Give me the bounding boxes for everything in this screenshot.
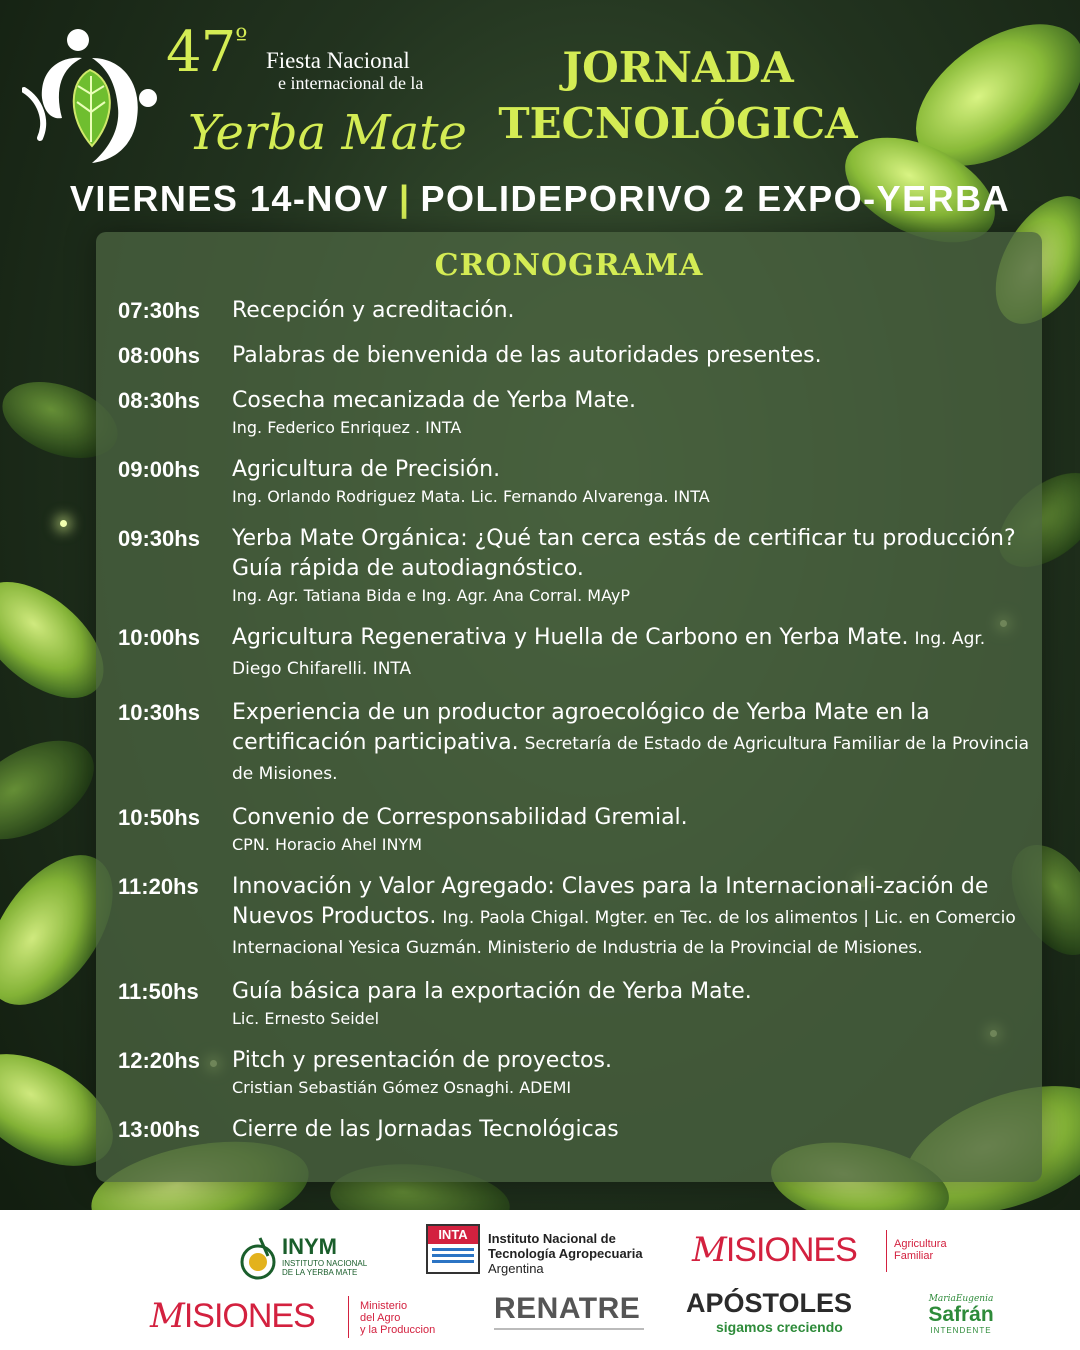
misiones-wordmark: MISIONES [150, 1296, 315, 1336]
schedule-item [118, 1046, 1038, 1100]
session-title-block [232, 698, 1038, 788]
session-title: Agricultura Regenerativa y Huella de Carbono en Yerba Mate. [232, 625, 909, 650]
schedule-time: 07:30hs [118, 298, 200, 323]
safran-role: INTENDENTE [930, 1326, 992, 1335]
schedule-panel [96, 232, 1042, 1182]
sponsors-footer [0, 1210, 1080, 1350]
fiesta-line-1: Fiesta Nacional [266, 48, 410, 73]
session-title-block [232, 977, 1038, 1007]
inym-name: INYM [282, 1234, 337, 1259]
inta-line-1: Instituto Nacional de [488, 1231, 616, 1246]
schedule-body [232, 455, 1038, 509]
schedule-body [232, 1115, 1038, 1145]
mate-cup-icon [238, 1236, 278, 1280]
session-title: Convenio de Corresponsabilidad Gremial. [232, 805, 688, 830]
session-title-block [232, 872, 1038, 962]
misiones-map-sub-3: y la Produccion [360, 1324, 436, 1336]
schedule-item [118, 455, 1038, 509]
session-title: Recepción y acreditación. [232, 298, 515, 323]
session-title: Guía básica para la exportación de Yerba Mate. [232, 979, 752, 1004]
schedule-item [118, 977, 1038, 1031]
session-title: Cosecha mecanizada de Yerba Mate. [232, 388, 637, 413]
schedule-time: 09:00hs [118, 457, 200, 482]
schedule-time: 10:00hs [118, 625, 200, 650]
session-speaker-inline: Secretaría de Estado de Agricultura Familiar de la Provincia de Misiones. [232, 734, 1030, 784]
session-title-block [232, 1046, 1038, 1076]
yerba-mate-festival-logo [22, 28, 164, 168]
schedule-item [118, 524, 1038, 608]
session-title: Palabras de bienvenida de las autoridades presentes. [232, 343, 822, 368]
apostoles-name: APÓSTOLES [686, 1288, 853, 1318]
session-speaker-inline: Ing. Paola Chigal. Mgter. en Tec. de los alimentos | Lic. en Comercio Internacional Yesica Guzmán. Ministerio de Industria de la Provincial de Misiones. [232, 908, 1016, 958]
date-venue-line [0, 178, 1080, 220]
session-speaker: Ing. Federico Enriquez . INTA [232, 418, 462, 437]
apostoles-slogan: sigamos creciendo [716, 1319, 843, 1335]
schedule-time: 11:50hs [118, 979, 199, 1004]
inta-text [488, 1231, 643, 1276]
schedule-time: 13:00hs [118, 1117, 200, 1142]
inta-mark-text: INTA [428, 1226, 478, 1244]
session-title-block [232, 386, 1038, 416]
inta-line-2: Tecnología Agropecuaria [488, 1246, 643, 1261]
session-title: Innovación y Valor Agregado: Claves para la Internacionali-zación de Nuevos Productos. [232, 874, 989, 929]
fiesta-line-2: e internacional de la [278, 73, 424, 93]
schedule-body [232, 698, 1038, 788]
schedule-time: 08:30hs [118, 388, 200, 413]
session-title: Yerba Mate Orgánica: ¿Qué tan cerca estás de certificar tu producción? Guía rápida de autodiagnóstico. [232, 526, 1016, 581]
safran-name: Safrán [928, 1303, 994, 1326]
session-speaker: Lic. Ernesto Seidel [232, 1009, 380, 1028]
schedule-body [232, 977, 1038, 1031]
divider [886, 1230, 887, 1272]
schedule-item [118, 803, 1038, 857]
schedule-item [118, 341, 1038, 371]
schedule-body [232, 386, 1038, 440]
schedule-heading: CRONOGRAMA [434, 248, 704, 283]
schedule-time: 09:30hs [118, 526, 200, 551]
renatre-logo [494, 1292, 654, 1342]
schedule-body [232, 623, 1038, 683]
inym-subtitle-line-1: INSTITUTO NACIONAL [282, 1259, 368, 1268]
misiones-af-sub-1: Agricultura [894, 1238, 947, 1250]
schedule-time: 10:30hs [118, 700, 200, 725]
session-title: Cierre de las Jornadas Tecnológicas [232, 1117, 619, 1142]
schedule-list [118, 296, 1038, 1160]
session-title-block [232, 803, 1038, 833]
misiones-map-sub-2: del Agro [360, 1312, 401, 1324]
schedule-item [118, 1115, 1038, 1145]
session-title-block [232, 296, 1038, 326]
renatre-tagline-line [494, 1328, 644, 1330]
renatre-name: RENATRE [494, 1292, 641, 1325]
inta-mark-stripes [432, 1248, 474, 1266]
misiones-af-subtitle [894, 1238, 947, 1262]
schedule-item [118, 386, 1038, 440]
misiones-ministerio-logo [150, 1294, 450, 1344]
event-title-line-2: TECNOLÓGICA [498, 99, 858, 148]
event-title [478, 40, 878, 152]
session-speaker: Ing. Orlando Rodriguez Mata. Lic. Fernando Alvarenga. INTA [232, 487, 710, 506]
yerba-mate-title: Yerba Mate [188, 105, 467, 161]
schedule-time: 12:20hs [118, 1048, 200, 1073]
schedule-body [232, 341, 1038, 371]
safran-logo [916, 1294, 1006, 1344]
schedule-body [232, 803, 1038, 857]
inym-subtitle-line-2: DE LA YERBA MATE [282, 1268, 358, 1277]
schedule-item [118, 872, 1038, 962]
session-title-block [232, 1115, 1038, 1145]
edition-number: $47^º$ [166, 20, 247, 85]
session-title-block [232, 341, 1038, 371]
schedule-item [118, 698, 1038, 788]
schedule-time: 08:00hs [118, 343, 200, 368]
misiones-wordmark: MISIONES [692, 1230, 857, 1270]
apostoles-logo [686, 1288, 886, 1344]
session-title-block [232, 455, 1038, 485]
schedule-body [232, 524, 1038, 608]
session-speaker-inline: Ing. Agr. Diego Chifarelli. INTA [232, 629, 986, 679]
session-speaker: Ing. Agr. Tatiana Bida e Ing. Agr. Ana Corral. MAyP [232, 586, 631, 605]
inym-logo [238, 1234, 368, 1284]
event-date: VIERNES 14-NOV [69, 178, 389, 219]
schedule-time: 11:20hs [118, 874, 199, 899]
inta-mark [426, 1224, 480, 1274]
session-speaker: Cristian Sebastián Gómez Osnaghi. ADEMI [232, 1078, 572, 1097]
misiones-map-subtitle [360, 1300, 435, 1336]
schedule-item [118, 296, 1038, 326]
misiones-agricultura-familiar-logo [692, 1228, 972, 1278]
safran-top: MariaEugenia [928, 1294, 994, 1304]
inta-line-3: Argentina [488, 1261, 544, 1276]
session-title: Experiencia de un productor agroecológico de Yerba Mate en la certificación participativa. [232, 700, 930, 755]
misiones-af-sub-2: Familiar [894, 1250, 934, 1262]
schedule-time: 10:50hs [118, 805, 200, 830]
schedule-body [232, 872, 1038, 962]
inta-logo [426, 1222, 646, 1282]
fiesta-title [266, 50, 423, 94]
session-title-block [232, 524, 1038, 584]
session-speaker: CPN. Horacio Ahel INYM [232, 835, 423, 854]
divider [348, 1296, 349, 1338]
session-title: Pitch y presentación de proyectos. [232, 1048, 612, 1073]
schedule-body [232, 1046, 1038, 1100]
separator: | [398, 178, 411, 219]
session-title-block [232, 623, 1038, 683]
inym-subtitle [282, 1259, 367, 1277]
schedule-item [118, 623, 1038, 683]
schedule-body [232, 296, 1038, 326]
firefly-light [60, 520, 67, 527]
session-title: Agricultura de Precisión. [232, 457, 501, 482]
event-title-line-1: JORNADA [562, 43, 794, 92]
event-venue: POLIDEPORIVO 2 EXPO-YERBA [420, 178, 1011, 219]
misiones-map-sub-1: Ministerio [360, 1300, 408, 1312]
